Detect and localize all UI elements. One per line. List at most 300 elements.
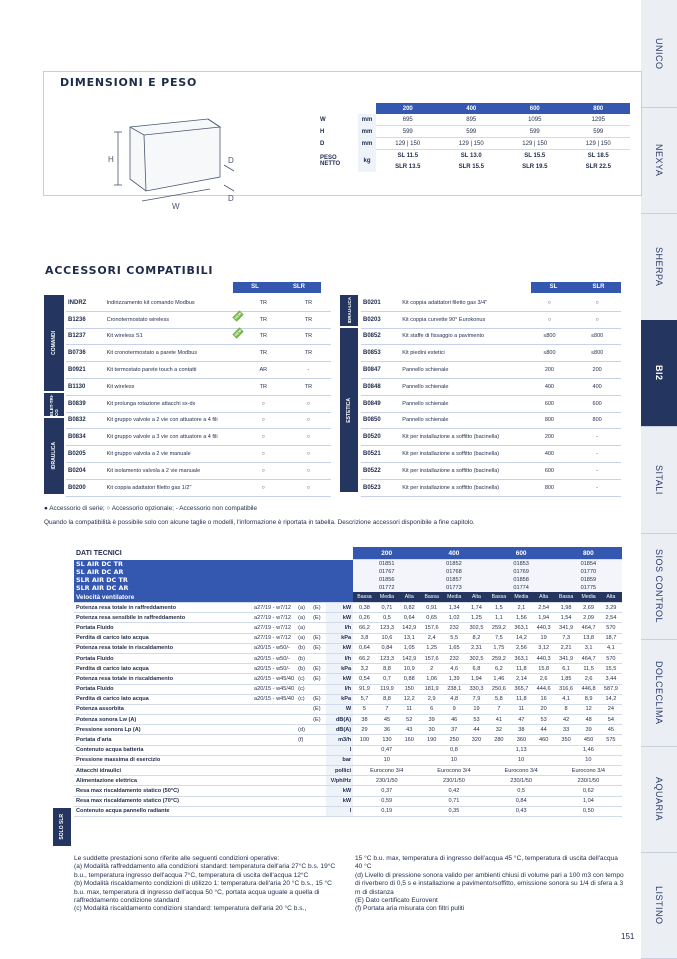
tech-value: 1,1: [488, 613, 511, 623]
tech-value: 15,8: [533, 664, 555, 674]
sidebar-tab-nexya[interactable]: [641, 107, 677, 214]
tech-value: 0,59: [353, 796, 420, 806]
acc-slr-value: ○: [573, 311, 621, 328]
acc-code: B0834: [66, 429, 105, 446]
tech-row-unit: dB(A): [326, 725, 353, 735]
tech-value: 1,06: [420, 674, 443, 684]
dim-value: 599: [567, 126, 631, 138]
tech-value: 450: [577, 735, 599, 745]
tech-slr-row: [74, 796, 622, 806]
acc-code: B0839: [66, 395, 105, 412]
tech-row-condition: a27/19 - w7/12: [252, 603, 296, 613]
tech-value: 14,2: [600, 694, 622, 704]
footnotes-left: Le suddette prestazioni sono riferite alle seguenti condizioni operative: (a) Modalità raffreddamento alla condizioni standard: temperatura dell'aria 27°C b.s. 19°C b.u., temperatura ingresso dell'acqua 7°C, temperatura di uscita dell'acqua 12°C (b) Modalità riscaldamento condizioni di utilizzo 1: temperatura dell'aria 20 °C b.s., 15 °C b.u. max, temperatura di ingresso dell'acqua 50 °C, portata acqua uguale a quella di raffreddamento condizione standard (c) Modalità riscaldamento condizioni standard: temperatura dell'aria 20 °C b.s.,: [74, 855, 336, 913]
acc-desc: Kit piedini estetici: [400, 345, 525, 362]
tech-row-eurovent: (E): [311, 704, 326, 714]
tech-value: 570: [600, 653, 622, 663]
tech-value: 47: [510, 715, 532, 725]
tech-value: 230/1/50: [488, 776, 555, 786]
tech-value: 1,02: [443, 613, 465, 623]
tech-speed-name: Alta: [533, 592, 555, 603]
acc-slr-value: ○: [286, 395, 331, 412]
accessories-left-table: [66, 295, 331, 497]
acc-desc: Kit coppia adattatori filetto gas 3/4": [400, 295, 525, 311]
tech-value: 123,3: [376, 653, 398, 663]
acc-sl-value: TR: [241, 328, 286, 345]
tech-speed-name: Bassa: [420, 592, 443, 603]
tech-value: 0,91: [420, 603, 443, 613]
accessories-note: Quando la compatibilità è possibile solo con alcune taglie o modelli, l'informazione è riportata in tabella. Descrizione accessori disponibile a fine capitolo.: [44, 519, 475, 526]
tech-value: 6,1: [555, 664, 578, 674]
tech-value: 2,09: [577, 613, 599, 623]
tech-value: 3,29: [600, 603, 622, 613]
dim-value: 129 | 150: [567, 138, 631, 150]
acc-col-slr: SLR: [592, 284, 605, 290]
tech-model-code: 01768: [420, 568, 487, 576]
acc-code: B0921: [66, 362, 105, 379]
tech-value: Eurocono 3/4: [488, 766, 555, 776]
sidebar-tab-sios-control[interactable]: [641, 533, 677, 640]
tech-value: 350: [555, 735, 578, 745]
tech-value: 19: [465, 704, 487, 714]
dim-weight-sl: SL 15.5: [524, 152, 546, 159]
tech-speed-name: Media: [443, 592, 465, 603]
tech-table: [74, 547, 622, 817]
acc-row: [66, 328, 331, 345]
tech-value: 464,7: [577, 623, 599, 633]
tech-value: Eurocono 3/4: [555, 766, 622, 776]
acc-code: B0832: [66, 412, 105, 429]
tech-value: 1,04: [555, 796, 622, 806]
acc-slr-value: -: [573, 429, 621, 446]
acc-code: B0736: [66, 345, 105, 362]
tech-row-note: (b): [296, 664, 311, 674]
tech-value: 142,9: [398, 653, 420, 663]
acc-slr-value: -: [286, 362, 331, 379]
tech-row-note: (c): [296, 684, 311, 694]
sidebar-tab-unico[interactable]: [641, 0, 677, 108]
tech-row: [74, 623, 622, 633]
sidebar-tab-bi2[interactable]: [641, 320, 677, 427]
tech-value: 0,82: [398, 603, 420, 613]
acc-row: [361, 429, 621, 446]
tech-row-unit: kW: [326, 786, 353, 796]
tech-row-unit: kW: [326, 613, 353, 623]
sidebar-tab-label: NEXYA: [654, 143, 664, 177]
acc-row: [361, 328, 621, 345]
acc-desc: Kit prolunga rotazione attacchi sx-dx: [105, 395, 241, 412]
tech-value: 2,6: [533, 674, 555, 684]
acc-sl-value: ○: [241, 412, 286, 429]
tech-value: 15,5: [600, 664, 622, 674]
acc-slr-value: ○: [286, 412, 331, 429]
sidebar-tab-label: UNICO: [654, 37, 664, 70]
tech-model-code: 01858: [488, 576, 555, 584]
acc-desc: Kit per installazione a soffitto (bacinella): [400, 446, 525, 463]
acc-desc: Kit per installazione a soffitto (bacinella): [400, 429, 525, 446]
tech-value: 11,8: [510, 694, 532, 704]
acc-desc: Kit termostato parete touch a contatti: [105, 362, 241, 379]
sidebar-tab-label: SHERPA: [654, 246, 664, 287]
dim-value: 129 | 150: [440, 138, 504, 150]
tech-row-label: Perdita di carico lato acqua: [74, 633, 252, 643]
tech-value: 0,84: [488, 796, 555, 806]
tech-row-eurovent: (E): [311, 643, 326, 653]
acc-slr-value: ○: [573, 295, 621, 311]
tech-value: 0,54: [353, 674, 376, 684]
dim-weight-sl: SL 11.5: [397, 152, 419, 159]
tech-value: 5: [353, 704, 376, 714]
tech-row-eurovent: [311, 725, 326, 735]
tech-model-name: SL AIR DC AR: [74, 568, 353, 576]
acc-sl-value: ○: [241, 395, 286, 412]
tech-row-label: Portata Fluido: [74, 684, 252, 694]
tech-value: 42: [555, 715, 578, 725]
tech-value: 7: [376, 704, 398, 714]
tech-model-code: 01856: [353, 576, 420, 584]
tech-value: 1,5: [488, 603, 511, 613]
tech-value: 280: [488, 735, 511, 745]
sidebar-tab-label: LISTINO: [654, 885, 664, 925]
acc-row: [66, 429, 331, 446]
tech-row-note: (c): [296, 674, 311, 684]
acc-row: [361, 412, 621, 429]
section-sidebar: [641, 0, 677, 958]
tech-value: 1,98: [555, 603, 578, 613]
tech-value: 440,3: [533, 653, 555, 663]
tech-row-note: [296, 704, 311, 714]
tech-model-row: [74, 576, 622, 584]
dim-value: 129 | 150: [503, 138, 567, 150]
tech-model-code: 01774: [488, 584, 555, 592]
sidebar-tab-sherpa[interactable]: [641, 213, 677, 321]
tech-value: 0,71: [376, 603, 398, 613]
tech-value: 8,8: [376, 694, 398, 704]
tech-row: [74, 684, 622, 694]
tech-value: 66,2: [353, 623, 376, 633]
tech-value: 9: [443, 704, 465, 714]
tech-value: 2,1: [510, 603, 532, 613]
tech-value: 38: [510, 725, 532, 735]
acc-sl-value: TR: [241, 345, 286, 362]
tech-value: 2,54: [600, 613, 622, 623]
tech-value: 12: [577, 704, 599, 714]
sidebar-tab-label: DOLCECLIMA: [654, 660, 664, 725]
tech-row: [74, 664, 622, 674]
acc-slr-value: -: [573, 479, 621, 496]
tech-value: 10,9: [398, 664, 420, 674]
tech-row-label: Resa max riscaldamento statico (70°C): [74, 796, 326, 806]
tech-row-condition: a20/15 - w50/-: [252, 653, 296, 663]
tech-header-row: [74, 547, 622, 560]
tech-value: 232: [443, 653, 465, 663]
tech-value: 13,8: [577, 633, 599, 643]
tech-value: 0,5: [488, 786, 555, 796]
tech-value: 43: [398, 725, 420, 735]
acc-desc: Pannello schienale: [400, 412, 525, 429]
tech-value: 44: [465, 725, 487, 735]
tech-row-eurovent: (E): [311, 664, 326, 674]
tech-value: 259,2: [488, 653, 511, 663]
tech-value: 48: [577, 715, 599, 725]
sidebar-tab-listino[interactable]: [641, 852, 677, 959]
tech-speed-name: Alta: [465, 592, 487, 603]
tech-value: 45: [376, 715, 398, 725]
tech-value: 1,25: [465, 613, 487, 623]
tech-row-eurovent: (E): [311, 633, 326, 643]
tech-row-note: (b): [296, 643, 311, 653]
acc-desc: Kit wireless S1: [105, 328, 241, 345]
acc-row: [66, 295, 331, 311]
sidebar-tab-label: AQUARIA: [654, 776, 664, 821]
acc-slr-value: 600: [573, 395, 621, 412]
tech-row: [74, 715, 622, 725]
tech-value: 0,35: [420, 806, 487, 816]
acc-group-comandi: COMANDI: [44, 295, 64, 391]
tech-value: 2,14: [510, 674, 532, 684]
tech-value: 0,42: [420, 786, 487, 796]
tech-model-code: 01852: [420, 560, 487, 569]
tech-value: 5,8: [488, 694, 511, 704]
tech-value: 2,9: [420, 694, 443, 704]
dim-header: 400: [440, 103, 504, 114]
sidebar-tab-label: SIOS CONTROL: [654, 548, 664, 623]
dim-header: 600: [503, 103, 567, 114]
acc-sl-value: 600: [526, 462, 574, 479]
tech-value: 1,74: [465, 603, 487, 613]
acc-row: [361, 462, 621, 479]
tech-value: 2,69: [577, 603, 599, 613]
dim-row-unit: mm: [358, 138, 376, 150]
tech-row-unit: l/h: [326, 684, 353, 694]
dim-value: 599: [440, 126, 504, 138]
acc-slr-value: 200: [573, 362, 621, 379]
tech-value: 52: [398, 715, 420, 725]
acc-sl-value: 400: [526, 446, 574, 463]
tech-value: 7,5: [488, 633, 511, 643]
tech-row-label: Pressione massima di esercizio: [74, 755, 326, 765]
tech-value: 2,54: [533, 603, 555, 613]
tech-row: [74, 725, 622, 735]
acc-col-slr: SLR: [293, 284, 305, 290]
acc-sl-value: 800: [526, 412, 574, 429]
tech-row: [74, 633, 622, 643]
tech-value: 1,13: [488, 745, 555, 755]
tech-value: 123,3: [376, 623, 398, 633]
acc-desc: Indirizzamento kit comando Modbus: [105, 295, 241, 311]
dim-weight-slr: SLR 22.5: [585, 163, 611, 170]
tech-speed-name: Bassa: [353, 592, 376, 603]
dim-d-label: D: [228, 156, 234, 165]
acc-sl-value: ○: [241, 462, 286, 479]
tech-value: 0,19: [353, 806, 420, 816]
tech-row-label: Alimentazione elettrica: [74, 776, 326, 786]
dim-value: 599: [503, 126, 567, 138]
tech-value: 0,65: [420, 613, 443, 623]
acc-code: INDRZ: [66, 295, 105, 311]
tech-value: 0,38: [353, 603, 376, 613]
acc-slr-value: ○: [286, 446, 331, 463]
tech-slr-row: [74, 806, 622, 816]
acc-group-idraulica: IDRAULICA: [44, 418, 64, 494]
acc-row: [361, 378, 621, 395]
tech-value: 6,8: [465, 664, 487, 674]
acc-slr-value: TR: [286, 295, 331, 311]
tech-row-eurovent: (E): [311, 694, 326, 704]
tech-value: 4,1: [555, 694, 578, 704]
tech-value: 46: [443, 715, 465, 725]
acc-row: [66, 378, 331, 395]
acc-code: B0521: [361, 446, 400, 463]
tech-span-row: [74, 755, 622, 765]
dim-row-unit: mm: [358, 126, 376, 138]
tech-value: 36: [376, 725, 398, 735]
tech-row-unit: pollici: [326, 766, 353, 776]
acc-desc: Kit coppia adattatori filetto gas 1/2": [105, 479, 241, 496]
sidebar-tab-label: BI2: [654, 365, 664, 381]
tech-value: 45: [600, 725, 622, 735]
tech-value: 0,88: [398, 674, 420, 684]
tech-row: [74, 704, 622, 714]
tech-row-label: Potenza resa totale in raffreddamento: [74, 603, 252, 613]
tech-value: 464,7: [577, 653, 599, 663]
acc-desc: Kit staffe di fissaggio a pavimento: [400, 328, 525, 345]
acc-code: B0848: [361, 378, 400, 395]
tech-slr-row: [74, 786, 622, 796]
tech-model-code: 01775: [555, 584, 622, 592]
acc-row: [66, 362, 331, 379]
tech-value: 11: [510, 704, 532, 714]
tech-model-code: 01851: [353, 560, 420, 569]
tech-row-condition: a20/15 - w45/40: [252, 674, 296, 684]
tech-value: 16: [533, 694, 555, 704]
sidebar-tab-sitali[interactable]: [641, 426, 677, 534]
tech-value: 30: [420, 725, 443, 735]
tech-value: 5,5: [443, 633, 465, 643]
sidebar-tab-aquaria[interactable]: [641, 746, 677, 853]
acc-sl-value: TR: [241, 295, 286, 311]
tech-value: 10: [555, 755, 622, 765]
tech-value: 230/1/50: [420, 776, 487, 786]
dim-weight-slr: SLR 13.5: [395, 163, 421, 170]
tech-value: 4,8: [443, 694, 465, 704]
tech-value: 1,25: [420, 643, 443, 653]
tech-speed-name: Alta: [398, 592, 420, 603]
accessories-legend: ● Accessorio di serie; ○ Accessorio opzionale; - Accessorio non compatibile: [44, 505, 258, 512]
tech-value: 460: [533, 735, 555, 745]
dim-weight-label: PESO NETTO: [320, 154, 341, 167]
tech-row: [74, 613, 622, 623]
tech-value: 10,6: [376, 633, 398, 643]
tech-model-row: [74, 584, 622, 592]
tech-value: 1,05: [398, 643, 420, 653]
tech-value: 8,2: [465, 633, 487, 643]
tech-row-unit: l/h: [326, 653, 353, 663]
sidebar-tab-dolceclima[interactable]: [641, 639, 677, 747]
acc-code: B0520: [361, 429, 400, 446]
tech-value: 2: [420, 664, 443, 674]
dim-d-label-2: D: [228, 194, 234, 203]
acc-code: B0849: [361, 395, 400, 412]
tech-model-name: SL AIR DC TR: [74, 560, 353, 569]
tech-row-note: (a): [296, 603, 311, 613]
tech-model-row: [74, 560, 622, 569]
acc-sl-value: ≤800: [526, 345, 574, 362]
acc-desc: Pannello schienale: [400, 362, 525, 379]
tech-speed-name: Bassa: [555, 592, 578, 603]
acc-row: [361, 311, 621, 328]
tech-row-condition: a27/19 - w7/12: [252, 633, 296, 643]
tech-row: [74, 694, 622, 704]
tech-value: 44: [533, 725, 555, 735]
acc-right-col-header: [531, 282, 621, 293]
tech-row-unit: kW: [326, 674, 353, 684]
tech-value: 1,85: [555, 674, 578, 684]
tech-speed-name: Alta: [600, 592, 622, 603]
acc-sl-value: ≤800: [526, 328, 574, 345]
tech-value: 0,5: [376, 613, 398, 623]
tech-row-label: Potenza resa totale in riscaldamento: [74, 674, 252, 684]
tech-row-eurovent: (E): [311, 603, 326, 613]
tech-value: 250,6: [488, 684, 511, 694]
acc-slr-value: -: [573, 462, 621, 479]
page-number: 151: [621, 932, 635, 941]
tech-value: 33: [555, 725, 578, 735]
tech-value: Eurocono 3/4: [420, 766, 487, 776]
tech-value: 10: [353, 755, 420, 765]
acc-row: [361, 295, 621, 311]
acc-desc: Kit gruppo valvole a 2 vie con attuatore a 4 fili: [105, 412, 241, 429]
tech-row-condition: [252, 704, 296, 714]
tech-model-code: 01853: [488, 560, 555, 569]
acc-code: B0200: [66, 479, 105, 496]
tech-row-unit: kW: [326, 603, 353, 613]
tech-value: 570: [600, 623, 622, 633]
tech-value: 238,1: [443, 684, 465, 694]
tech-value: 365,7: [510, 684, 532, 694]
acc-row: [66, 446, 331, 463]
acc-row: [361, 345, 621, 362]
tech-row-label: Perdita di carico lato acqua: [74, 694, 252, 704]
acc-sl-value: ○: [241, 429, 286, 446]
tech-value: 38: [353, 715, 376, 725]
acc-row: [361, 446, 621, 463]
tech-value: 0,8: [420, 745, 487, 755]
acc-slr-value: TR: [286, 345, 331, 362]
dim-value: 1095: [503, 114, 567, 126]
acc-row: [66, 395, 331, 412]
acc-desc: Kit gruppo valvola a 2 vie manuale: [105, 446, 241, 463]
tech-value: 157,6: [420, 623, 443, 633]
tech-row-condition: a20/15 - w45/40: [252, 684, 296, 694]
tech-value: 10: [488, 755, 555, 765]
tech-value: 587,9: [600, 684, 622, 694]
tech-row-note: (b): [296, 653, 311, 663]
tech-value: 3,44: [600, 674, 622, 684]
acc-sl-value: TR: [241, 311, 286, 328]
tech-size-header: 600: [488, 547, 555, 560]
acc-col-sl: SL: [549, 284, 558, 290]
acc-sl-value: ○: [241, 446, 286, 463]
tech-value: 1,65: [443, 643, 465, 653]
tech-value: 6: [420, 704, 443, 714]
tech-row-label: Contenuto acqua pannello radiante: [74, 806, 326, 816]
acc-code: B0204: [66, 462, 105, 479]
acc-sl-value: TR: [241, 378, 286, 395]
acc-row: [66, 462, 331, 479]
tech-value: 0,50: [555, 806, 622, 816]
dim-row-unit: mm: [358, 114, 376, 126]
